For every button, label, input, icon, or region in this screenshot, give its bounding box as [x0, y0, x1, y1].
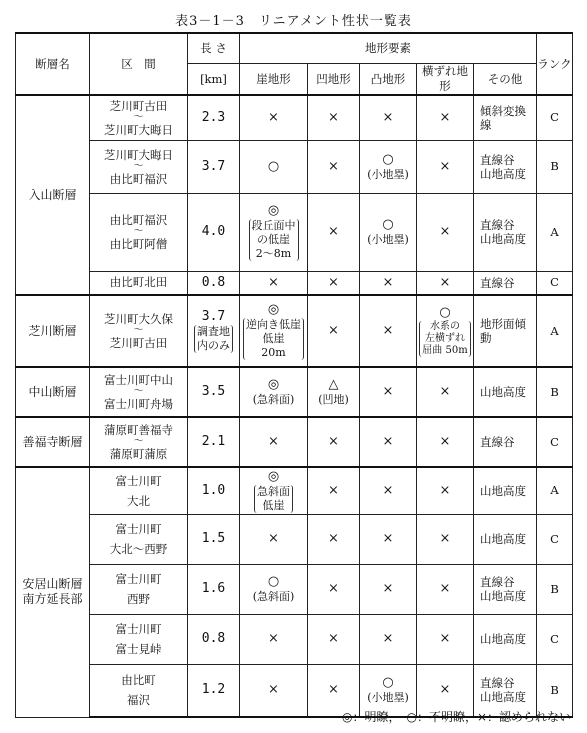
header-landform: 地形要素 [240, 33, 537, 64]
length-cell [188, 614, 240, 664]
other-item: 地形面傾動 [480, 317, 526, 345]
lateral-symbol: × [439, 384, 451, 399]
section-tilde: ～ [133, 160, 144, 172]
section-tilde: ～ [133, 111, 144, 123]
lateral-cell [417, 295, 474, 367]
section-cell [90, 193, 188, 271]
lateral-cell [417, 614, 474, 664]
rank-value: A [550, 483, 559, 498]
length-value: 3.7 [201, 158, 226, 174]
other-item: 山地高度 [480, 632, 526, 646]
rank-value: B [550, 581, 559, 596]
lateral-cell [417, 467, 474, 514]
convex-cell [360, 367, 417, 417]
other-item: 直線谷 [480, 676, 515, 691]
length-value: 1.6 [201, 581, 226, 596]
table-row [16, 140, 573, 193]
cliff-cell [240, 664, 308, 717]
length-cell [188, 417, 240, 467]
fault-name-cell [16, 295, 90, 367]
length-cell [188, 564, 240, 614]
table-row [16, 467, 573, 514]
header-length: 長 さ [188, 33, 240, 64]
section-cell [90, 140, 188, 193]
fault-name: 善福寺断層 [22, 434, 83, 449]
other-cell [474, 140, 537, 193]
other-cell [474, 417, 537, 467]
cliff-symbol: ◎ [267, 468, 280, 484]
section-cell [90, 564, 188, 614]
fault-name-cell [16, 367, 90, 417]
table-row [16, 95, 573, 140]
rank-value: C [550, 434, 559, 449]
convex-symbol: × [382, 274, 394, 290]
lateral-cell [417, 367, 474, 417]
lateral-symbol: × [439, 682, 451, 698]
rank-cell [537, 271, 573, 295]
rank-cell [537, 614, 573, 664]
section-tilde: ～ [133, 226, 144, 237]
rank-cell [537, 295, 573, 367]
cliff-note: (急斜面) [252, 393, 295, 406]
convex-symbol: ○ [382, 151, 394, 167]
table-row [16, 367, 573, 417]
table-row [16, 271, 573, 295]
section-from: 富士川町中山 [104, 373, 173, 387]
lateral-cell [417, 564, 474, 614]
cliff-cell [240, 95, 308, 140]
header-other: その他 [474, 64, 537, 96]
lateral-cell [417, 140, 474, 193]
section-from: 由比町福沢 [109, 213, 168, 227]
convex-symbol: ○ [382, 675, 394, 691]
cliff-cell [240, 614, 308, 664]
lateral-symbol: × [439, 531, 451, 546]
cliff-cell [240, 467, 308, 514]
section-to: 由比町福沢 [109, 171, 168, 186]
length-cell [188, 271, 240, 295]
concave-symbol: × [328, 631, 339, 646]
header-concave: 凹地形 [308, 64, 360, 96]
convex-symbol: ○ [382, 217, 394, 232]
other-item: 直線谷 [480, 435, 515, 449]
header-lateral: 横ずれ地形 [417, 64, 474, 96]
cliff-symbol: ○ [267, 574, 280, 589]
table-title: 表3－1－3 リニアメント性状一覧表 [175, 14, 412, 29]
cliff-cell [240, 295, 308, 367]
section-place: 福沢 [127, 693, 150, 708]
section-cell [90, 614, 188, 664]
length-note-line: 調査地 [197, 325, 230, 338]
section-tilde: ～ [133, 436, 144, 447]
table-row [16, 295, 573, 367]
table-row [16, 417, 573, 467]
other-cell [474, 193, 537, 271]
length-value: 2.1 [201, 434, 226, 449]
concave-cell [308, 95, 360, 140]
other-item: 直線谷 [480, 575, 515, 589]
other-item: 山地高度 [480, 232, 526, 246]
cliff-note-line: 低崖 [262, 498, 285, 512]
cliff-symbol: × [268, 434, 279, 449]
cliff-symbol: × [268, 109, 279, 125]
header-section: 区 間 [90, 33, 188, 95]
fault-name: 入山断層 [28, 187, 77, 202]
cliff-symbol: × [268, 274, 279, 290]
lateral-cell [417, 514, 474, 564]
lineament-table [15, 32, 573, 718]
convex-symbol: × [382, 434, 394, 449]
lateral-symbol: × [439, 109, 451, 125]
convex-cell [360, 467, 417, 514]
section-cell [90, 467, 188, 514]
section-cell [90, 271, 188, 295]
lateral-symbol: × [439, 482, 451, 498]
length-cell [188, 664, 240, 717]
concave-symbol: × [328, 323, 339, 338]
section-cell [90, 417, 188, 467]
cliff-cell [240, 514, 308, 564]
concave-symbol: △ [328, 377, 339, 392]
table-row [16, 564, 573, 614]
lateral-note [419, 321, 470, 357]
cliff-note-line: の低崖 [257, 233, 290, 246]
section-to: 蒲原町蒲原 [109, 447, 168, 461]
cliff-note-line: 2～8m [255, 247, 292, 260]
concave-cell [308, 140, 360, 193]
cliff-symbol: × [268, 531, 279, 546]
cliff-symbol: ◎ [267, 377, 280, 392]
concave-symbol: × [328, 274, 339, 290]
section-to: 芝川町大晦日 [104, 122, 173, 137]
fault-name-cell [16, 417, 90, 467]
convex-symbol: × [382, 109, 394, 125]
concave-cell [308, 564, 360, 614]
concave-symbol: × [328, 434, 339, 449]
convex-cell [360, 271, 417, 295]
convex-cell [360, 140, 417, 193]
lateral-symbol: × [439, 434, 451, 449]
section-town: 富士川町 [115, 473, 162, 488]
cliff-note [249, 219, 299, 261]
other-cell [474, 367, 537, 417]
length-cell [188, 295, 240, 367]
rank-value: C [550, 275, 559, 290]
other-item: 直線谷 [480, 218, 515, 232]
cliff-symbol: × [268, 682, 279, 698]
section-to: 富士川町舟場 [104, 397, 173, 411]
other-item: 直線谷 [480, 152, 515, 167]
fault-name: 安居山断層 [22, 577, 83, 592]
length-cell [188, 140, 240, 193]
section-town: 富士川町 [115, 622, 162, 636]
lateral-symbol: × [439, 274, 451, 290]
fault-name: 中山断層 [28, 384, 77, 399]
concave-symbol: × [328, 158, 339, 174]
length-value: 3.5 [201, 384, 226, 399]
convex-note: (小地塁) [367, 167, 409, 181]
concave-symbol: × [328, 224, 339, 239]
other-item: 山地高度 [480, 589, 526, 603]
rank-cell [537, 514, 573, 564]
section-cell [90, 295, 188, 367]
table-row [16, 614, 573, 664]
section-place: 西野 [127, 592, 150, 606]
concave-symbol: × [328, 581, 339, 596]
concave-cell [308, 514, 360, 564]
cliff-symbol: ○ [267, 158, 280, 174]
cliff-cell [240, 417, 308, 467]
length-value: 1.5 [201, 531, 226, 546]
concave-symbol: × [328, 682, 339, 698]
header-convex: 凸地形 [360, 64, 417, 96]
convex-symbol: × [382, 482, 394, 498]
length-value: 3.7 [201, 309, 226, 324]
rank-cell [537, 193, 573, 271]
convex-cell [360, 564, 417, 614]
rank-cell [537, 467, 573, 514]
concave-symbol: × [328, 482, 339, 498]
header-cliff: 崖地形 [240, 64, 308, 96]
lateral-note-line: 屈曲 50m [422, 345, 468, 356]
cliff-note-line: 低崖 [262, 332, 285, 345]
fault-name: 芝川断層 [28, 323, 77, 338]
header-fault: 断層名 [16, 33, 90, 95]
length-note-line: 内のみ [197, 339, 230, 352]
lateral-symbol: ○ [439, 305, 451, 320]
section-town: 富士川町 [115, 522, 162, 536]
other-cell [474, 614, 537, 664]
cliff-note: (急斜面) [252, 590, 295, 603]
lateral-cell [417, 193, 474, 271]
section-place: 大北～西野 [109, 542, 168, 556]
cliff-cell [240, 564, 308, 614]
section-from: 芝川町大久保 [104, 312, 173, 326]
other-item: 傾斜変換線 [480, 103, 526, 132]
cliff-note-line: 段丘面中 [251, 219, 296, 232]
cliff-cell [240, 193, 308, 271]
lateral-cell [417, 417, 474, 467]
lateral-note-line: 左横ずれ [424, 333, 465, 344]
convex-note: (小地塁) [367, 691, 409, 705]
section-town: 由比町 [121, 673, 156, 688]
cliff-symbol: ◎ [267, 203, 280, 218]
length-cell [188, 193, 240, 271]
lateral-symbol: × [439, 224, 451, 239]
header-rank: ランク [537, 33, 573, 95]
concave-cell [308, 193, 360, 271]
section-to: 由比町阿僧 [109, 237, 168, 251]
other-item: 山地高度 [480, 532, 526, 546]
length-cell [188, 467, 240, 514]
convex-cell [360, 514, 417, 564]
length-cell [188, 367, 240, 417]
section-tilde: ～ [133, 325, 144, 336]
section-to: 芝川町古田 [109, 336, 168, 350]
lateral-note-line: 水系の [429, 321, 460, 332]
convex-symbol: × [382, 581, 394, 596]
concave-cell [308, 367, 360, 417]
convex-symbol: × [382, 531, 394, 546]
cliff-symbol: × [268, 631, 279, 646]
cliff-cell [240, 140, 308, 193]
fault-name-cell [16, 467, 90, 717]
convex-note: (小地塁) [367, 233, 409, 246]
cliff-note [243, 318, 304, 360]
table-row [16, 514, 573, 564]
fault-name: 南方延長部 [22, 592, 83, 607]
other-cell [474, 564, 537, 614]
convex-cell [360, 614, 417, 664]
convex-symbol: × [382, 631, 394, 646]
rank-value: B [550, 159, 559, 173]
convex-symbol: × [382, 323, 394, 338]
header-length-unit: [km] [188, 64, 240, 96]
section-from: 芝川町古田 [109, 98, 168, 113]
section-cell [90, 367, 188, 417]
cliff-symbol: ◎ [267, 302, 280, 317]
rank-cell [537, 140, 573, 193]
convex-cell [360, 95, 417, 140]
length-value: 1.2 [201, 682, 226, 698]
convex-symbol: × [382, 384, 394, 399]
length-value: 0.8 [201, 631, 226, 646]
other-cell [474, 467, 537, 514]
lateral-symbol: × [439, 631, 451, 646]
cliff-note-line: 20m [261, 346, 286, 359]
fault-name-cell [16, 95, 90, 295]
rank-value: A [550, 224, 559, 239]
length-value: 0.8 [201, 274, 226, 290]
convex-cell [360, 417, 417, 467]
length-value: 1.0 [201, 482, 226, 498]
rank-cell [537, 95, 573, 140]
length-cell [188, 514, 240, 564]
section-cell [90, 95, 188, 140]
other-cell [474, 271, 537, 295]
lateral-symbol: × [439, 581, 451, 596]
cliff-cell [240, 271, 308, 295]
cliff-cell [240, 367, 308, 417]
cliff-note [254, 485, 293, 513]
other-item: 山地高度 [480, 483, 526, 498]
section-place: 富士見峠 [115, 642, 162, 656]
length-value: 4.0 [201, 224, 226, 239]
section-cell [90, 514, 188, 564]
section-from: 蒲原町善福寺 [104, 423, 173, 437]
cliff-note-line: 急斜面 [257, 484, 290, 498]
header-row [16, 33, 573, 64]
other-cell [474, 514, 537, 564]
length-value: 2.3 [201, 109, 226, 125]
concave-cell [308, 271, 360, 295]
rank-cell [537, 417, 573, 467]
section-tilde: ～ [133, 386, 144, 397]
lateral-cell [417, 95, 474, 140]
concave-symbol: × [328, 531, 339, 546]
concave-symbol: × [328, 109, 339, 125]
rank-value: C [550, 631, 559, 646]
other-item: 直線谷 [480, 275, 515, 290]
rank-cell [537, 367, 573, 417]
length-note [194, 325, 233, 353]
lateral-symbol: × [439, 158, 451, 174]
other-item: 山地高度 [480, 690, 526, 705]
section-from: 芝川町大晦日 [104, 147, 173, 162]
rank-value: B [550, 384, 559, 399]
section-place: 大北 [127, 493, 150, 508]
concave-cell [308, 614, 360, 664]
convex-cell [360, 295, 417, 367]
section-cell [90, 664, 188, 717]
legend: ◎：明瞭， ○：不明瞭，×：認められない [342, 710, 571, 724]
section-town: 富士川町 [115, 572, 162, 586]
convex-cell [360, 193, 417, 271]
section-name: 由比町北田 [109, 275, 168, 290]
rank-value: A [550, 323, 559, 338]
rank-value: C [550, 110, 559, 125]
cliff-note-line: 逆向き低崖 [246, 318, 301, 331]
rank-value: B [550, 682, 559, 697]
rank-value: C [550, 531, 559, 546]
length-cell [188, 95, 240, 140]
concave-cell [308, 467, 360, 514]
concave-cell [308, 417, 360, 467]
other-cell [474, 295, 537, 367]
other-item: 山地高度 [480, 385, 526, 399]
concave-cell [308, 295, 360, 367]
lateral-cell [417, 271, 474, 295]
concave-note: (凹地) [318, 393, 349, 406]
other-cell [474, 95, 537, 140]
other-item: 山地高度 [480, 166, 526, 181]
table-row [16, 193, 573, 271]
rank-cell [537, 564, 573, 614]
